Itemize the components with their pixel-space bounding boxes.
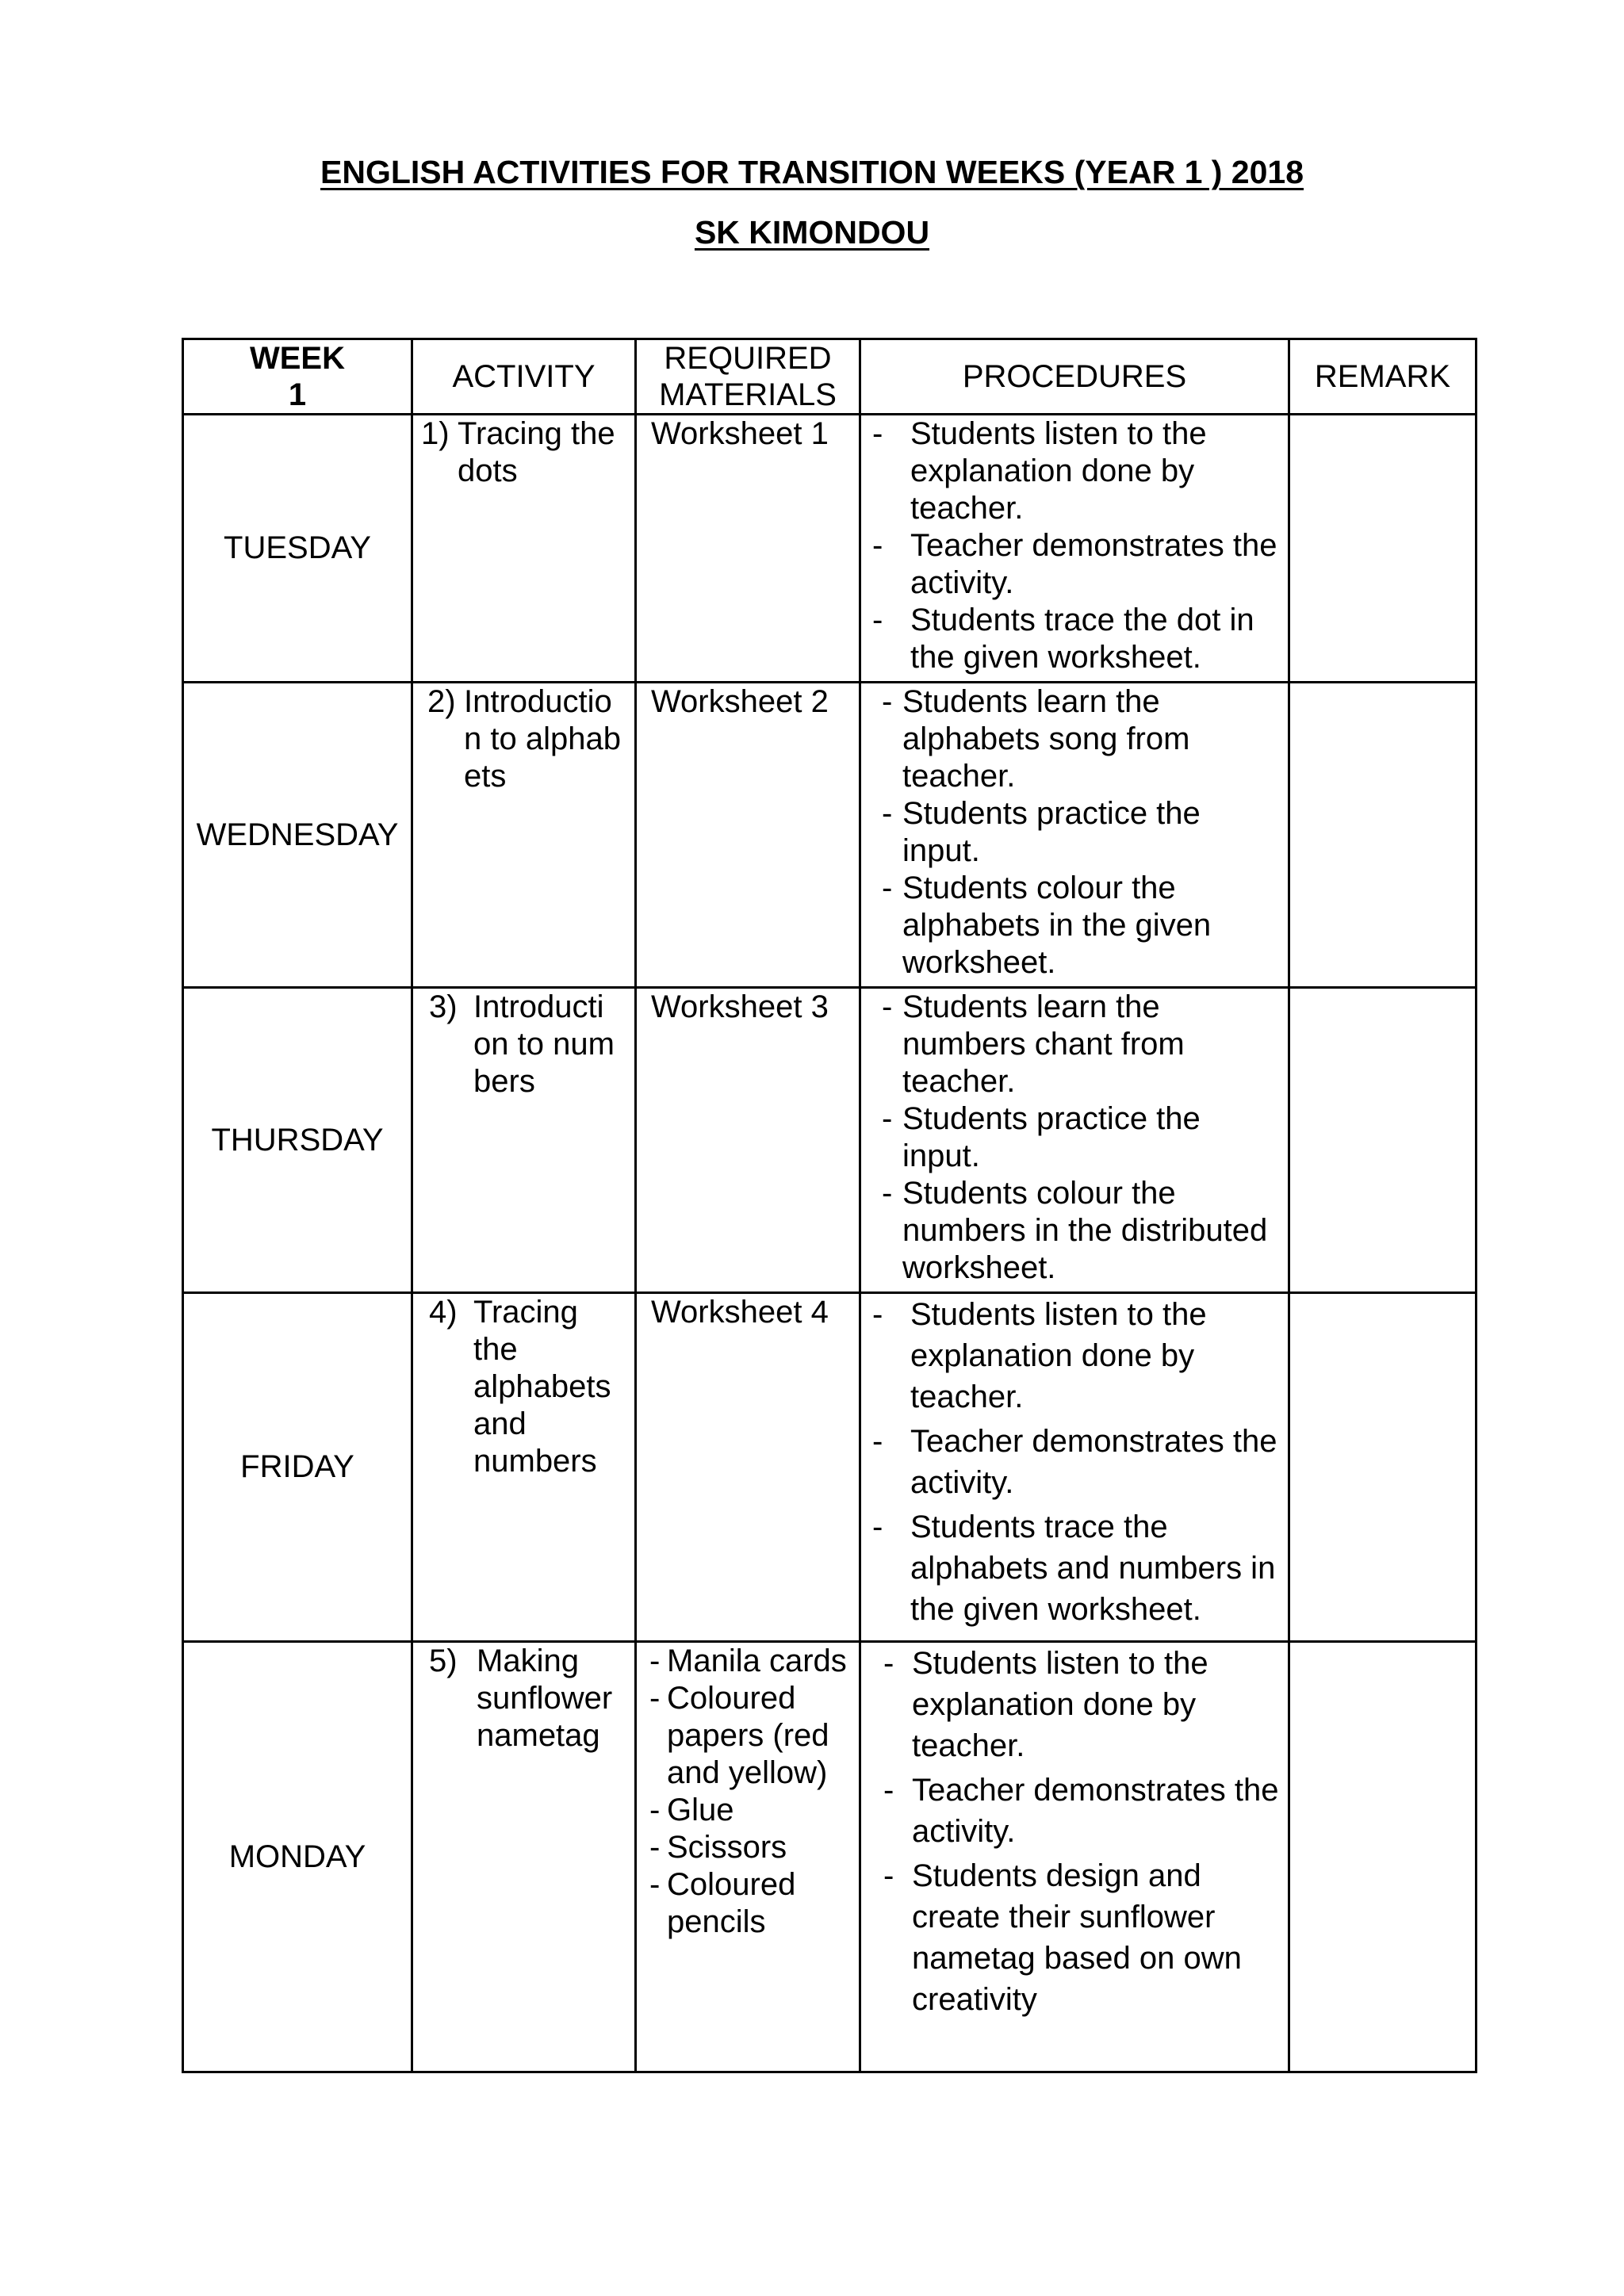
procedure-text: Students trace the dot in the given worksheet. <box>910 603 1254 675</box>
procedure-item: - Students listen to the explanation done by teacher. <box>869 415 1281 527</box>
material-text: Manila cards <box>667 1644 847 1678</box>
activity-cell <box>412 1293 636 1642</box>
school-name: SK KIMONDOU <box>694 214 930 251</box>
materials-cell <box>636 1293 860 1642</box>
material-text: Scissors <box>667 1830 787 1865</box>
activity-text: Tracing the alphabets and numbers <box>473 1295 611 1479</box>
procedure-item: - Students trace the alphabets and numbers in the given worksheet. <box>869 1506 1281 1630</box>
activity-text: Tracing the dots <box>458 416 615 488</box>
table-row <box>183 988 1477 1293</box>
procedure-item: - Students practice the input. <box>869 795 1281 870</box>
procedure-item: - Teacher demonstrates the activity. <box>869 527 1281 602</box>
procedure-text: Students practice the input. <box>902 796 1201 868</box>
procedure-item: - Students listen to the explanation done by teacher. <box>869 1294 1281 1418</box>
day-cell: TUESDAY <box>183 415 412 683</box>
material-item: - Coloured papers (red and yellow) <box>649 1680 851 1792</box>
remark-cell <box>1289 683 1477 988</box>
materials-text: Worksheet 4 <box>651 1295 829 1330</box>
activity-number: 5) <box>429 1644 458 1678</box>
materials-text: Worksheet 2 <box>651 684 829 719</box>
header-remark: REMARK <box>1289 339 1477 415</box>
day-cell: FRIDAY <box>183 1293 412 1642</box>
material-item: - Glue <box>649 1793 734 1827</box>
header-materials-label: REQUIRED MATERIALS <box>659 341 837 412</box>
activity-cell <box>412 683 636 988</box>
procedure-text: Students listen to the explanation done by teacher. <box>912 1646 1208 1763</box>
materials-cell <box>636 415 860 683</box>
table-row <box>183 1293 1477 1642</box>
material-item: - Scissors <box>649 1830 787 1865</box>
remark-cell <box>1289 415 1477 683</box>
activity-cell <box>412 988 636 1293</box>
procedure-item: - Students colour the alphabets in the given worksheet. <box>869 870 1281 982</box>
procedure-item: - Students colour the numbers in the distributed worksheet. <box>869 1175 1281 1287</box>
procedure-text: Students listen to the explanation done by teacher. <box>910 416 1207 526</box>
materials-cell <box>636 988 860 1293</box>
procedure-item: - Students learn the numbers chant from teacher. <box>869 989 1281 1100</box>
materials-text: Worksheet 3 <box>651 989 829 1024</box>
activity-table <box>182 338 1477 2073</box>
materials-cell <box>636 683 860 988</box>
procedures-cell <box>860 683 1289 988</box>
procedure-item: - Teacher demonstrates the activity. <box>872 1770 1281 1852</box>
header-materials <box>636 339 860 415</box>
procedure-item: - Students trace the dot in the given worksheet. <box>869 602 1281 676</box>
activity-number: 2) <box>427 684 456 719</box>
material-text: Coloured papers (red and yellow) <box>667 1681 829 1790</box>
activity-cell <box>412 415 636 683</box>
header-procedures: PROCEDURES <box>860 339 1289 415</box>
materials-text: Worksheet 1 <box>651 416 829 451</box>
activity-number: 1) <box>421 416 450 451</box>
table-header-row <box>183 339 1477 415</box>
material-item: - Manila cards <box>649 1644 847 1678</box>
table-row <box>183 683 1477 988</box>
procedure-text: Students colour the alphabets in the given worksheet. <box>902 871 1212 980</box>
document-title: ENGLISH ACTIVITIES FOR TRANSITION WEEKS (YEAR 1 ) 2018 <box>320 154 1304 190</box>
activity-cell <box>412 1642 636 2072</box>
procedures-cell <box>860 415 1289 683</box>
procedure-text: Students trace the alphabets and numbers in the given worksheet. <box>910 1510 1276 1627</box>
procedure-text: Students colour the numbers in the distributed worksheet. <box>902 1176 1268 1285</box>
header-week <box>183 339 412 415</box>
material-item: - Coloured pencils <box>649 1866 851 1941</box>
header-activity: ACTIVITY <box>412 339 636 415</box>
material-text: Glue <box>667 1793 734 1827</box>
activity-text: Making sunflower nametag <box>477 1644 613 1753</box>
day-cell <box>183 683 412 988</box>
procedures-cell <box>860 1293 1289 1642</box>
header-week-label: WEEK 1 <box>250 341 345 412</box>
procedures-cell <box>860 1642 1289 2072</box>
procedure-text: Students design and create their sunflower nametag based on own creativity <box>912 1858 1242 2017</box>
activity-text: Introduction to alphabets <box>464 684 621 794</box>
procedure-item: - Teacher demonstrates the activity. <box>869 1421 1281 1503</box>
procedure-item: - Students listen to the explanation done by teacher. <box>872 1643 1281 1766</box>
day-label: WEDNESDAY <box>196 817 399 852</box>
activity-number: 3) <box>429 989 458 1024</box>
materials-cell <box>636 1642 860 2072</box>
remark-cell <box>1289 1293 1477 1642</box>
activity-number: 4) <box>429 1295 458 1330</box>
activity-text: Introduction to numbers <box>473 989 615 1099</box>
table-row <box>183 1642 1477 2072</box>
procedure-text: Students listen to the explanation done by teacher. <box>910 1297 1207 1414</box>
material-text: Coloured pencils <box>667 1867 796 1939</box>
procedure-text: Teacher demonstrates the activity. <box>910 1424 1277 1500</box>
day-cell: MONDAY <box>183 1642 412 2072</box>
day-cell: THURSDAY <box>183 988 412 1293</box>
remark-cell <box>1289 988 1477 1293</box>
procedure-text: Students learn the alphabets song from teacher. <box>902 684 1190 794</box>
procedure-text: Teacher demonstrates the activity. <box>912 1773 1279 1849</box>
table-row <box>183 415 1477 683</box>
procedure-text: Teacher demonstrates the activity. <box>910 528 1277 600</box>
procedure-item: - Students design and create their sunflower nametag based on own creativity <box>872 1855 1281 2020</box>
procedure-text: Students learn the numbers chant from teacher. <box>902 989 1185 1099</box>
procedure-item: - Students learn the alphabets song from teacher. <box>869 683 1281 795</box>
procedures-cell <box>860 988 1289 1293</box>
remark-cell <box>1289 1642 1477 2072</box>
procedure-text: Students practice the input. <box>902 1101 1201 1173</box>
procedure-item: - Students practice the input. <box>869 1100 1281 1175</box>
